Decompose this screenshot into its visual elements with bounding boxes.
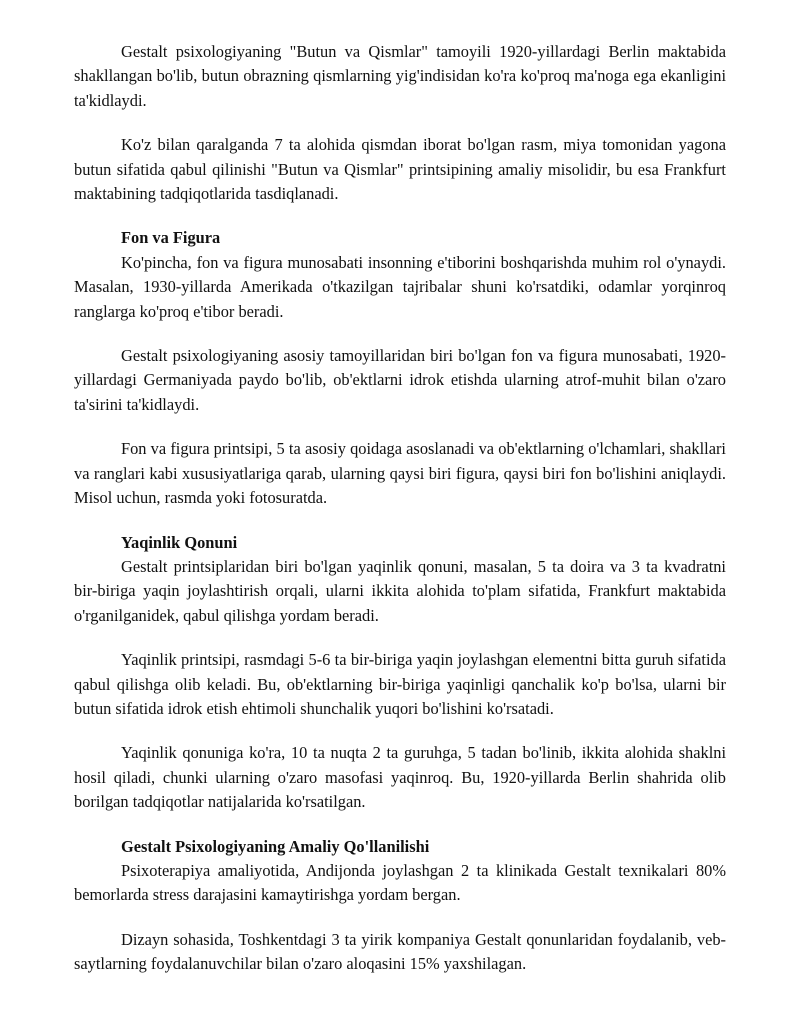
yaqinlik-paragraph-2: Yaqinlik printsipi, rasmdagi 5-6 ta bir-biriga yaqin joylashgan elementni bitta guruh sifatida qabul qilishga olib keladi. Bu, ob'ektlarning bir-biriga yaqinligi qanchalik ko'p bo'lsa, ularni bir butun sifatida idrok etish ehtimoli shunchalik yuqori bo'lishini ko'rsatadi. [74, 650, 726, 718]
amaliy-paragraph-1: Psixoterapiya amaliyotida, Andijonda joylashgan 2 ta klinikada Gestalt texnikalari 80% bemorlarda stress darajasini kamaytirishga yordam bergan. [74, 860, 726, 905]
section-heading-amaliy: Gestalt Psixologiyaning Amaliy Qo'llanilishi [121, 836, 430, 856]
amaliy-paragraph-2: Dizayn sohasida, Toshkentdagi 3 ta yirik kompaniya Gestalt qonunlaridan foydalanib, veb-saytlarning foydalanuvchilar bilan o'zaro aloqasini 15% yaxshilagan. [74, 929, 726, 974]
section-heading-yaqinlik: Yaqinlik Qonuni [121, 532, 238, 552]
intro-paragraph-1: Gestalt psixologiyaning "Butun va Qismlar" tamoyili 1920-yillardagi Berlin maktabida shakllangan bo'lib, butun obrazning qismlarning yig'indisidan ko'ra ko'proq ma'noga ega ekanligini ta'kidlaydi. [74, 42, 726, 110]
yaqinlik-paragraph-1: Gestalt printsiplaridan biri bo'lgan yaqinlik qonuni, masalan, 5 ta doira va 3 ta kvadratni bir-biriga yaqin joylashtirish orqali, ularni ikkita alohida to'plam sifatida, Frankfurt maktabida o'rganilganidek, qabul qilishga yordam beradi. [74, 556, 726, 625]
yaqinlik-paragraph-3: Yaqinlik qonuniga ko'ra, 10 ta nuqta 2 ta guruhga, 5 tadan bo'linib, ikkita alohida shaklni hosil qiladi, chunki ularning o'zaro masofasi yaqinroq. Bu, 1920-yillarda Berlin shahrida olib borilgan tadqiqotlar natijalarida ko'rsatilgan. [74, 743, 726, 812]
document-page [74, 40, 726, 977]
intro-paragraph-2: Ko'z bilan qaralganda 7 ta alohida qismdan iborat bo'lgan rasm, miya tomonidan yagona butun sifatida qabul qilinishi "Butun va Qismlar" printsipining amaliy misolidir, bu esa Frankfurt maktabining tadqiqotlarida tasdiqlanadi. [74, 135, 726, 204]
fon-figura-paragraph-3: Fon va figura printsipi, 5 ta asosiy qoidaga asoslanadi va ob'ektlarning o'lchamlari, shakllari va ranglari kabi xususiyatlariga qarab, ularning qaysi biri figura, qaysi biri fon bo'lishini aniqlaydi. Misol uchun, rasmda yoki fotosuratda. [74, 439, 726, 508]
fon-figura-paragraph-1: Ko'pincha, fon va figura munosabati insonning e'tiborini boshqarishda muhim rol o'ynaydi. Masalan, 1930-yillarda Amerikada o'tkazilgan tajribalar shuni ko'rsatdiki, odamlar yorqinroq ranglarga ko'proq e'tibor beradi. [74, 252, 726, 321]
section-heading-fon-figura: Fon va Figura [121, 228, 221, 248]
fon-figura-paragraph-2: Gestalt psixologiyaning asosiy tamoyillaridan biri bo'lgan fon va figura munosabati, 1920-yillardagi Germaniyada paydo bo'lib, ob'ektlarni idrok etishda ularning atrof-muhit bilan o'zaro ta'sirini ta'kidlaydi. [74, 346, 726, 414]
